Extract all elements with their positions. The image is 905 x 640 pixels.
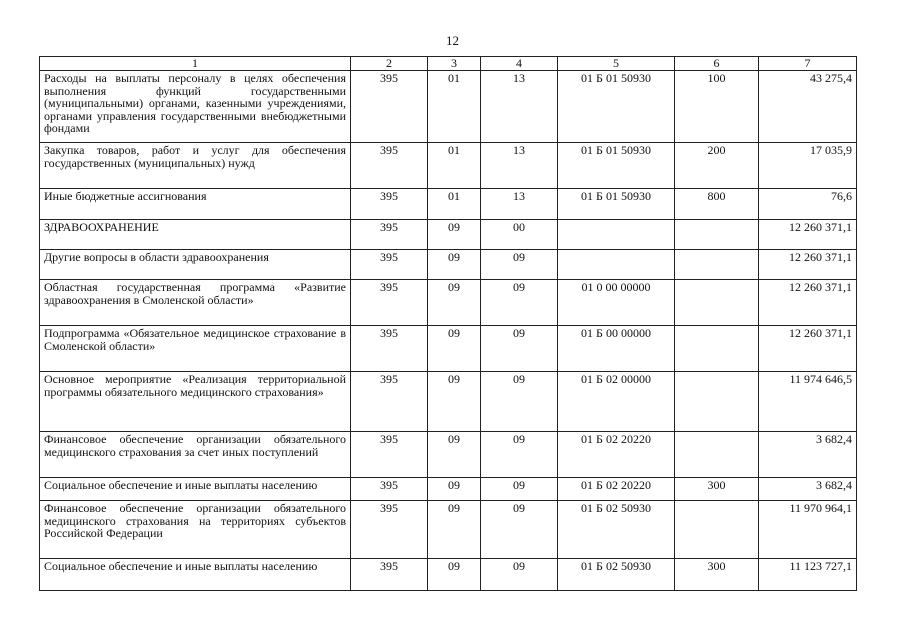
row-target-code: 01 Б 02 20220 [558,432,675,478]
row-subsection: 09 [481,432,558,478]
table-header-row [40,57,857,71]
row-admin-code: 395 [351,559,428,591]
row-admin-code: 395 [351,280,428,326]
row-name: Закупка товаров, работ и услуг для обеспечения государственных (муниципальных) нужд [40,143,351,189]
table-row [40,559,857,591]
row-target-code: 01 Б 02 50930 [558,501,675,559]
row-expense-type [675,250,759,280]
row-amount: 76,6 [759,189,857,220]
row-section: 09 [428,372,481,432]
row-target-code: 01 Б 01 50930 [558,143,675,189]
row-name: Иные бюджетные ассигнования [40,189,351,220]
row-name: Расходы на выплаты персоналу в целях обеспечения выполнения функций государственными (муниципальными) органами, казенными учреждениями, органами управления государственными внебюджетными фондами [40,71,351,143]
row-amount: 12 260 371,1 [759,250,857,280]
row-name: Другие вопросы в области здравоохранения [40,250,351,280]
table-row [40,189,857,220]
table-row [40,501,857,559]
table-row [40,372,857,432]
row-name: Областная государственная программа «Развитие здравоохранения в Смоленской области» [40,280,351,326]
row-amount: 11 974 646,5 [759,372,857,432]
table-row [40,326,857,372]
row-admin-code: 395 [351,478,428,501]
row-amount: 3 682,4 [759,478,857,501]
row-amount: 17 035,9 [759,143,857,189]
row-subsection: 09 [481,478,558,501]
row-expense-type [675,372,759,432]
row-section: 01 [428,189,481,220]
row-target-code [558,250,675,280]
column-header: 4 [481,57,558,71]
row-section: 01 [428,71,481,143]
row-expense-type: 800 [675,189,759,220]
row-subsection: 09 [481,501,558,559]
row-name: Основное мероприятие «Реализация территориальной программы обязательного медицинского страхования» [40,372,351,432]
column-header: 1 [40,57,351,71]
row-amount: 11 970 964,1 [759,501,857,559]
row-expense-type: 300 [675,478,759,501]
row-expense-type [675,326,759,372]
row-section: 09 [428,250,481,280]
row-subsection: 13 [481,71,558,143]
row-section: 09 [428,559,481,591]
row-expense-type: 200 [675,143,759,189]
table-row [40,280,857,326]
row-subsection: 09 [481,280,558,326]
row-section: 09 [428,220,481,250]
row-section: 09 [428,280,481,326]
row-admin-code: 395 [351,71,428,143]
row-admin-code: 395 [351,432,428,478]
row-expense-type: 300 [675,559,759,591]
row-amount: 12 260 371,1 [759,280,857,326]
row-name: Финансовое обеспечение организации обязательного медицинского страхования на территориях субъектов Российской Федерации [40,501,351,559]
row-subsection: 09 [481,372,558,432]
row-section: 09 [428,501,481,559]
row-expense-type [675,501,759,559]
row-expense-type [675,432,759,478]
row-target-code [558,220,675,250]
row-section: 01 [428,143,481,189]
row-target-code: 01 0 00 00000 [558,280,675,326]
row-admin-code: 395 [351,220,428,250]
row-admin-code: 395 [351,250,428,280]
row-target-code: 01 Б 02 20220 [558,478,675,501]
row-subsection: 00 [481,220,558,250]
row-name: Подпрограмма «Обязательное медицинское страхование в Смоленской области» [40,326,351,372]
row-section: 09 [428,478,481,501]
row-name: Социальное обеспечение и иные выплаты населению [40,478,351,501]
row-section: 09 [428,326,481,372]
row-amount: 12 260 371,1 [759,220,857,250]
row-subsection: 13 [481,189,558,220]
column-header: 5 [558,57,675,71]
page-number: 12 [446,33,459,48]
row-target-code: 01 Б 01 50930 [558,189,675,220]
row-amount: 3 682,4 [759,432,857,478]
row-amount: 11 123 727,1 [759,559,857,591]
row-subsection: 09 [481,250,558,280]
table-row [40,478,857,501]
row-admin-code: 395 [351,372,428,432]
row-subsection: 13 [481,143,558,189]
table-row [40,143,857,189]
column-header: 3 [428,57,481,71]
row-expense-type: 100 [675,71,759,143]
table-row [40,71,857,143]
row-target-code: 01 Б 00 00000 [558,326,675,372]
row-admin-code: 395 [351,143,428,189]
table-row [40,432,857,478]
row-name: ЗДРАВООХРАНЕНИЕ [40,220,351,250]
row-target-code: 01 Б 01 50930 [558,71,675,143]
row-expense-type [675,280,759,326]
row-admin-code: 395 [351,501,428,559]
column-header: 2 [351,57,428,71]
column-header: 6 [675,57,759,71]
row-admin-code: 395 [351,326,428,372]
column-header: 7 [759,57,857,71]
row-subsection: 09 [481,326,558,372]
row-target-code: 01 Б 02 00000 [558,372,675,432]
row-amount: 43 275,4 [759,71,857,143]
row-admin-code: 395 [351,189,428,220]
budget-table [39,56,857,591]
table-row [40,220,857,250]
row-section: 09 [428,432,481,478]
row-expense-type [675,220,759,250]
row-name: Финансовое обеспечение организации обязательного медицинского страхования за счет иных поступлений [40,432,351,478]
row-target-code: 01 Б 02 50930 [558,559,675,591]
row-name: Социальное обеспечение и иные выплаты населению [40,559,351,591]
row-subsection: 09 [481,559,558,591]
row-amount: 12 260 371,1 [759,326,857,372]
table-row [40,250,857,280]
